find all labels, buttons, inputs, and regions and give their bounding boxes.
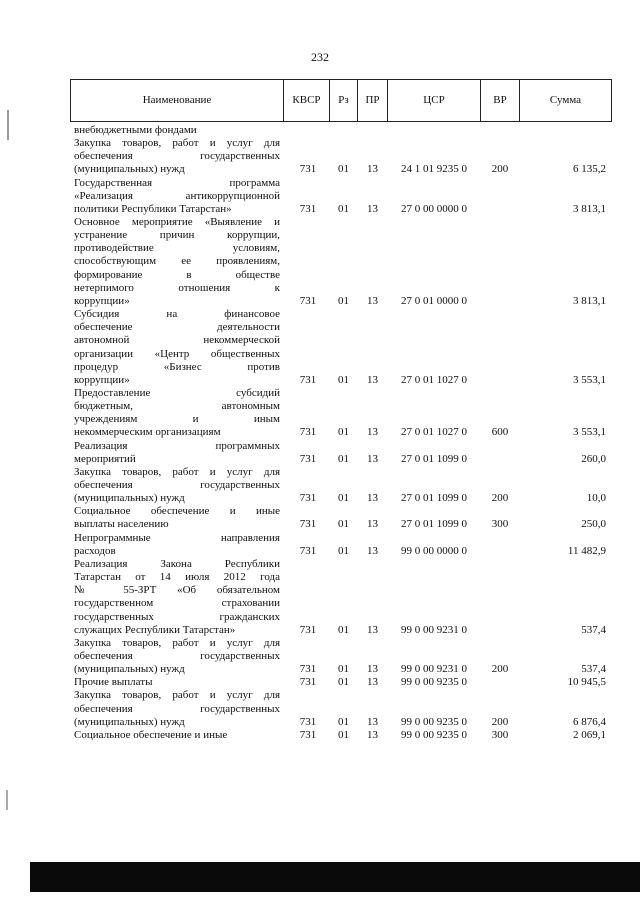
column-header-sum: Сумма [549,94,582,106]
row-name [74,558,280,637]
row-rz: 01 [338,544,349,557]
table-row [0,505,640,531]
row-name [74,137,280,176]
row-name [74,505,280,531]
row-sum: 10,0 [586,492,606,505]
table-row [0,729,640,742]
table-row [0,137,640,176]
row-pr: 13 [367,518,378,531]
row-name-line: политики Республики Татарстан» [74,202,232,215]
row-sum: 537,4 [581,623,606,636]
row-vr: 200 [491,715,509,728]
row-rz: 01 [338,373,349,386]
row-csr: 99 0 00 9235 0 [401,728,467,741]
row-name [74,729,280,742]
column-header-vr: ВР [493,94,507,106]
row-kvsr: 731 [299,623,317,636]
row-kvsr: 731 [299,544,317,557]
row-csr: 24 1 01 9235 0 [401,163,467,176]
header-divider [611,79,612,121]
column-header-name: Наименование [142,94,212,106]
row-rz: 01 [338,492,349,505]
row-sum: 3 553,1 [573,426,606,439]
row-rz: 01 [338,676,349,689]
row-name-line: коррупции» [74,373,130,386]
table-row [0,558,640,637]
row-name-line: Закупка товаров, работ и услуг для [74,137,280,150]
row-pr: 13 [367,452,378,465]
row-pr: 13 [367,676,378,689]
row-kvsr: 731 [299,518,317,531]
table-row [0,216,640,308]
row-name [74,124,280,137]
row-name-line: № 55-ЗРТ «Об обязательном [74,584,280,597]
row-kvsr: 731 [299,452,317,465]
row-sum: 11 482,9 [567,544,606,557]
row-csr: 27 0 01 1099 0 [401,518,467,531]
row-sum: 3 813,1 [573,294,606,307]
row-pr: 13 [367,715,378,728]
row-name-line: «Реализация антикоррупционной [74,189,280,202]
row-kvsr: 731 [299,663,317,676]
row-pr: 13 [367,294,378,307]
row-name-line: Предоставление субсидий [74,387,280,399]
row-name-line: Непрограммные направления [74,531,280,544]
row-name-line: Основное мероприятие «Выявление и [74,216,280,229]
row-name-line: мероприятий [74,452,136,465]
table-row [0,532,640,558]
row-name [74,440,280,466]
row-pr: 13 [367,492,378,505]
row-pr: 13 [367,426,378,439]
row-name-line: выплаты населению [74,518,169,531]
row-name-line: Татарстан от 14 июля 2012 года [74,571,280,584]
header-bottom-border [70,121,612,122]
row-rz: 01 [338,426,349,439]
row-name-line: противодействие условиям, [74,242,280,255]
row-name [74,387,280,440]
row-name [74,689,280,728]
row-kvsr: 731 [299,492,317,505]
row-name [74,637,280,676]
row-kvsr: 731 [299,426,317,439]
column-header-kvsr: КВСР [292,94,321,106]
row-kvsr: 731 [299,676,317,689]
row-kvsr: 731 [299,373,317,386]
row-csr: 99 0 00 9235 0 [401,676,467,689]
row-pr: 13 [367,202,378,215]
row-pr: 13 [367,623,378,636]
row-name-line: Социальное обеспечение и иные [74,505,280,518]
row-rz: 01 [338,452,349,465]
row-csr: 99 0 00 0000 0 [401,544,467,557]
row-name-line: государственном страховании [74,597,280,610]
row-name [74,466,280,505]
row-csr: 27 0 00 0000 0 [401,202,467,215]
row-name-line: обеспечения государственных [74,150,280,163]
row-name-line: организации «Центр общественных [74,347,280,360]
row-vr: 600 [491,426,509,439]
row-csr: 27 0 01 1027 0 [401,373,467,386]
row-name-line: служащих Республики Татарстан» [74,623,236,636]
row-sum: 250,0 [581,518,606,531]
row-csr: 27 0 01 1099 0 [401,452,467,465]
column-header-csr: ЦСР [423,94,445,106]
row-kvsr: 731 [299,163,317,176]
row-name-line: Государственная программа [74,176,280,189]
row-name-line: Реализация программных [74,439,280,452]
row-sum: 260,0 [581,452,606,465]
row-rz: 01 [338,623,349,636]
row-pr: 13 [367,163,378,176]
row-name-line: устранение причин коррупции, [74,229,280,242]
row-name-line: Закупка товаров, работ и услуг для [74,636,280,649]
row-name-line: внебюджетными фондами [74,124,197,136]
row-name-line: Закупка товаров, работ и услуг для [74,689,280,702]
row-csr: 99 0 00 9231 0 [401,623,467,636]
table-row [0,676,640,689]
table-row [0,177,640,216]
row-name-line: (муниципальных) нужд [74,715,185,728]
row-rz: 01 [338,294,349,307]
row-name-line: учреждениям и иным [74,413,280,426]
row-name-line: (муниципальных) нужд [74,163,185,176]
row-kvsr: 731 [299,294,317,307]
row-kvsr: 731 [299,728,317,741]
row-name [74,676,280,689]
row-csr: 27 0 01 0000 0 [401,294,467,307]
row-sum: 6 876,4 [573,715,606,728]
column-header-pr: ПР [365,94,380,106]
row-name [74,308,280,387]
row-sum: 3 553,1 [573,373,606,386]
row-name-line: процедур «Бизнес против [74,360,280,373]
row-name-line: Прочие выплаты [74,676,153,689]
table-row [0,308,640,387]
row-vr: 200 [491,163,509,176]
row-name-line: обеспечение деятельности [74,321,280,334]
row-rz: 01 [338,163,349,176]
row-pr: 13 [367,728,378,741]
page-number: 232 [311,50,329,64]
row-name-line: (муниципальных) нужд [74,663,185,676]
column-header-rz: Рз [338,94,349,106]
row-rz: 01 [338,202,349,215]
table-row [0,387,640,440]
row-name-line: способствующим ее проявлениям, [74,255,280,268]
scan-bottom-bar [30,862,640,892]
row-vr: 200 [491,492,509,505]
row-name-line: нетерпимого отношения к [74,281,280,294]
row-name-line: коррупции» [74,294,130,307]
scan-mark [6,790,8,810]
row-name-line: расходов [74,544,116,557]
row-rz: 01 [338,728,349,741]
row-sum: 3 813,1 [573,202,606,215]
row-csr: 99 0 00 9235 0 [401,715,467,728]
table-row [0,637,640,676]
row-sum: 537,4 [581,663,606,676]
table-row [0,689,640,728]
row-name-line: Закупка товаров, работ и услуг для [74,465,280,478]
row-kvsr: 731 [299,202,317,215]
row-pr: 13 [367,544,378,557]
row-name-line: формирование в обществе [74,268,280,281]
row-name-line: обеспечения государственных [74,479,280,492]
row-name-line: обеспечения государственных [74,649,280,662]
row-sum: 6 135,2 [573,163,606,176]
table-row [0,124,640,137]
row-rz: 01 [338,518,349,531]
row-name-line: Реализация Закона Республики [74,557,280,570]
row-name [74,177,280,216]
row-csr: 27 0 01 1027 0 [401,426,467,439]
row-name-line: некоммерческим организациям [74,426,221,439]
row-name [74,216,280,308]
row-vr: 300 [491,518,509,531]
row-vr: 300 [491,728,509,741]
table-row [0,440,640,466]
row-sum: 2 069,1 [573,728,606,741]
row-rz: 01 [338,663,349,676]
row-name-line: (муниципальных) нужд [74,492,185,505]
row-name-line: автономной некоммерческой [74,334,280,347]
row-csr: 99 0 00 9231 0 [401,663,467,676]
row-rz: 01 [338,715,349,728]
scan-mark [7,110,9,140]
row-name-line: обеспечения государственных [74,702,280,715]
row-sum: 10 945,5 [567,676,606,689]
row-pr: 13 [367,663,378,676]
row-vr: 200 [491,663,509,676]
row-name-line: государственных гражданских [74,610,280,623]
row-pr: 13 [367,373,378,386]
table-row [0,466,640,505]
row-name-line: Социальное обеспечение и иные [74,728,228,741]
row-csr: 27 0 01 1099 0 [401,492,467,505]
row-name [74,532,280,558]
row-name-line: Субсидия на финансовое [74,308,280,321]
row-kvsr: 731 [299,715,317,728]
row-name-line: бюджетным, автономным [74,400,280,413]
